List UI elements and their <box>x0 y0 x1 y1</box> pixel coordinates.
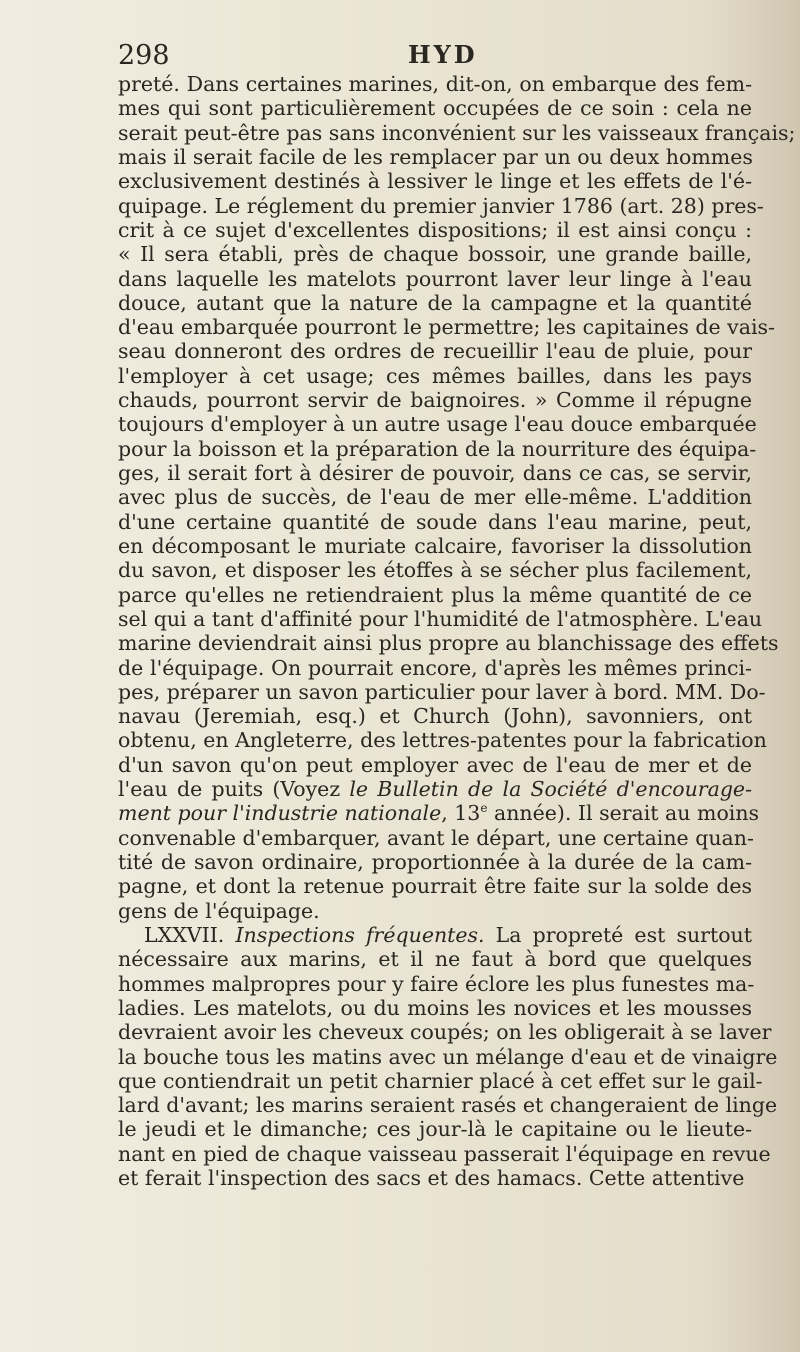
text-line <box>118 242 752 266</box>
running-head: HYD <box>408 40 478 69</box>
text-line <box>118 583 752 607</box>
text-run: lard d'avant; les marins seraient rasés et changeraient de linge <box>118 1093 778 1118</box>
page-number: 298 <box>118 40 170 71</box>
text-line <box>118 947 752 971</box>
text-run: et ferait l'inspection des sacs et des hamacs. Cette attentive <box>118 1166 745 1191</box>
text-line <box>118 291 752 315</box>
text-line <box>118 1093 778 1118</box>
text-line <box>118 996 752 1020</box>
text-run: La propreté est surtout <box>484 922 752 947</box>
text-line <box>118 412 757 437</box>
text-line <box>118 1141 771 1166</box>
text-run: crit à ce sujet d'excellentes dispositions; il est ainsi conçu : <box>118 217 752 242</box>
text-run: « Il sera établi, près de chaque bossoir, une grande baille, <box>118 242 752 267</box>
text-run: dans laquelle les matelots pourront laver leur linge à l'eau <box>118 266 752 291</box>
text-line <box>118 72 752 96</box>
text-line <box>118 1117 752 1141</box>
text-run: d'un savon qu'on peut employer avec de l'eau de mer et de <box>118 752 752 777</box>
text-line <box>118 899 752 923</box>
text-line <box>118 826 752 850</box>
text-run: pes, préparer un savon particulier pour laver à bord. MM. Do- <box>118 679 766 704</box>
text-line <box>118 874 752 898</box>
text-line <box>118 267 752 291</box>
text-line <box>118 971 755 996</box>
text-run: de l'équipage. On pourrait encore, d'après les mêmes princi- <box>118 655 752 680</box>
text-line <box>118 193 764 218</box>
text-line <box>118 679 766 704</box>
text-line <box>118 510 752 534</box>
text-run: année). Il serait au moins <box>487 801 760 826</box>
text-run: hommes malpropres pour y faire éclore les plus funestes ma- <box>118 971 755 996</box>
text-line <box>118 485 752 509</box>
text-run: tité de savon ordinaire, proportionnée à la durée de la cam- <box>118 850 752 874</box>
italic-text: ment pour l'industrie nationale <box>118 801 442 826</box>
text-run: navau (Jeremiah, esq.) et Church (John), savonniers, ont <box>118 704 752 729</box>
text-line <box>118 1166 752 1190</box>
text-run: toujours d'employer à un autre usage l'eau douce embarquée <box>118 412 757 437</box>
text-line <box>118 461 752 485</box>
text-run: quipage. Le réglement du premier janvier 1786 (art. 28) pres- <box>118 193 764 218</box>
text-run: douce, autant que la nature de la campagne et la quantité <box>118 290 752 315</box>
text-run: que contiendrait un petit charnier placé à cet effet sur le gail- <box>118 1068 763 1093</box>
text-run: gens de l'équipage. <box>118 898 320 923</box>
text-line <box>118 728 767 753</box>
text-line <box>118 631 779 656</box>
italic-text: Inspections fréquentes. <box>235 922 485 947</box>
text-line <box>118 96 752 120</box>
text-line <box>118 801 760 826</box>
text-line <box>118 777 752 801</box>
text-run: exclusivement destinés à lessiver le linge et les effets de l'é- <box>118 169 752 194</box>
text-run: e <box>480 801 488 816</box>
body-text <box>118 72 796 1191</box>
text-line <box>118 169 752 193</box>
text-run: pour la boisson et la préparation de la nourriture des équipa- <box>118 436 757 461</box>
text-line <box>118 1068 763 1093</box>
text-run: devraient avoir les cheveux coupés; on les obligerait à se laver <box>118 1020 772 1045</box>
text-line <box>118 656 752 680</box>
text-line <box>118 388 752 412</box>
text-line <box>118 436 757 461</box>
text-run: ges, il serait fort à désirer de pouvoir, dans ce cas, se servir, <box>118 461 752 485</box>
text-run: la bouche tous les matins avec un mélange d'eau et de vinaigre <box>118 1044 778 1069</box>
text-line <box>118 534 752 558</box>
text-run: d'une certaine quantité de soude dans l'eau marine, peut, <box>118 509 752 534</box>
text-run: le jeudi et le dimanche; ces jour-là le capitaine ou le lieute- <box>118 1117 752 1142</box>
text-run: obtenu, en Angleterre, des lettres-patentes pour la fabrication <box>118 728 767 753</box>
text-line <box>118 120 796 145</box>
text-line <box>118 218 752 242</box>
text-run: , 13 <box>441 801 481 826</box>
text-run: l'employer à cet usage; ces mêmes bailles, dans les pays <box>118 363 752 388</box>
text-line <box>118 339 752 363</box>
text-run: en décomposant le muriate calcaire, favoriser la dissolution <box>118 533 752 558</box>
text-run: du savon, et disposer les étoffes à se sécher plus facilement, <box>118 558 752 583</box>
text-line <box>118 850 752 874</box>
text-run: serait peut-être pas sans inconvénient sur les vaisseaux français; <box>118 120 796 145</box>
italic-text: le Bulletin de la Société d'encourage- <box>349 777 752 802</box>
text-run: marine deviendrait ainsi plus propre au blanchissage des effets <box>118 631 779 656</box>
text-run: pagne, et dont la retenue pourrait être faite sur la solde des <box>118 874 752 899</box>
text-run: avec plus de succès, de l'eau de mer elle-même. L'addition <box>118 485 752 510</box>
text-run: l'eau de puits (Voyez <box>118 777 350 802</box>
text-line <box>118 704 752 728</box>
text-line <box>118 315 775 340</box>
section-number: LXXVII. <box>144 922 236 947</box>
text-line <box>118 1044 778 1069</box>
text-run: preté. Dans certaines marines, dit-on, on embarque des fem- <box>118 72 752 96</box>
text-run: nant en pied de chaque vaisseau passerait l'équipage en revue <box>118 1141 771 1166</box>
text-line <box>118 1020 772 1045</box>
text-run: sel qui a tant d'affinité pour l'humidité de l'atmosphère. L'eau <box>118 606 763 631</box>
text-run: parce qu'elles ne retiendraient plus la même quantité de ce <box>118 582 752 607</box>
text-run: seau donneront des ordres de recueillir l'eau de pluie, pour <box>118 339 752 364</box>
text-run: mais il serait facile de les remplacer par un ou deux hommes <box>118 144 753 169</box>
text-line <box>118 364 752 388</box>
text-line <box>118 145 752 169</box>
text-line <box>118 753 752 777</box>
text-run: mes qui sont particulièrement occupées de ce soin : cela ne <box>118 96 752 121</box>
text-run: ladies. Les matelots, ou du moins les novices et les mousses <box>118 995 752 1020</box>
text-run: chauds, pourront servir de baignoires. » Comme il répugne <box>118 388 752 413</box>
text-run: d'eau embarquée pourront le permettre; les capitaines de vais- <box>118 315 775 340</box>
text-run: convenable d'embarquer, avant le départ, une certaine quan- <box>118 825 754 850</box>
page-header <box>118 40 748 76</box>
text-run: nécessaire aux marins, et il ne faut à bord que quelques <box>118 947 752 972</box>
text-line <box>118 558 752 582</box>
text-line <box>118 606 763 631</box>
text-line <box>118 923 752 947</box>
